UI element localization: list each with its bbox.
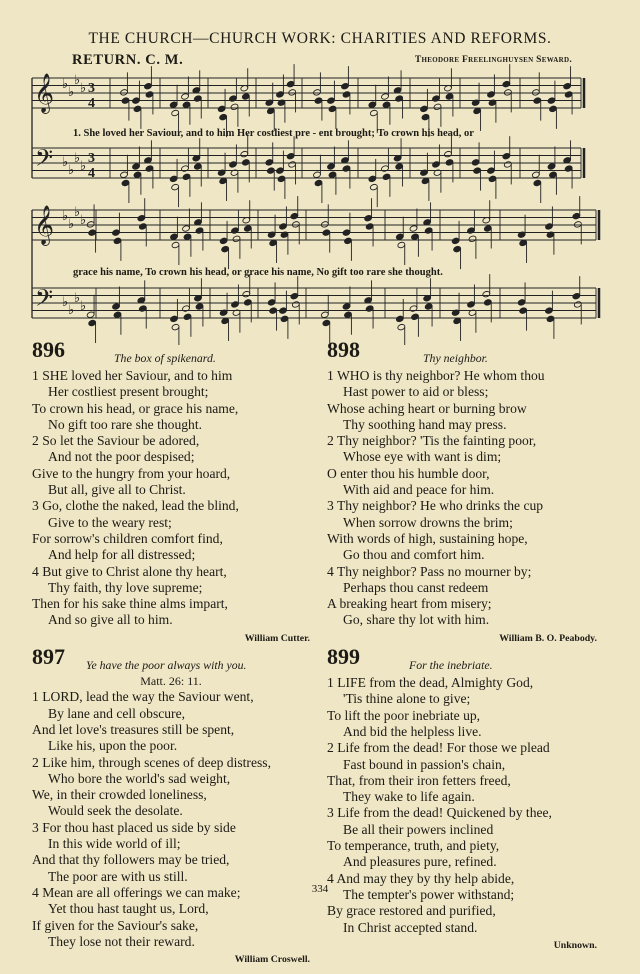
verse-line: To lift the poor inebriate up, — [327, 707, 481, 723]
flat-sign: ♭ — [68, 85, 75, 100]
flat-sign: ♭ — [80, 299, 87, 314]
treble-clef: 𝄞 — [34, 73, 55, 113]
music-staves — [32, 78, 599, 318]
verse-line: 4 Thy neighbor? Pass no mourner by; — [327, 563, 532, 579]
verse-line: 2 Life from the dead! For those we plead — [327, 740, 550, 756]
hymn-text — [32, 368, 310, 629]
flat-sign: ♭ — [68, 217, 75, 232]
verse-line: Would seek the desolate. — [48, 803, 183, 819]
time-signature: 3 — [88, 151, 95, 166]
music-lyrics-line-1: 1. She loved her Saviour, and to him Her costliest pre - ent brought; To crown his head, or — [73, 128, 474, 139]
verse-line: But all, give all to Christ. — [48, 482, 186, 498]
verse-line: To crown his head, or grace his name, — [32, 400, 239, 416]
verse-line: That, from their iron fetters freed, — [327, 772, 511, 788]
verse-line: No gift too rare she thought. — [48, 416, 203, 432]
verse-line: 1 LORD, lead the way the Saviour went, — [32, 689, 254, 705]
verse-line: Whose aching heart or burning brow — [327, 400, 527, 416]
hymn-number: 896 — [32, 337, 65, 362]
time-signature: 4 — [88, 166, 95, 181]
verse-line: Go thou and comfort him. — [343, 547, 485, 563]
verse-line: Give to the hungry from your hoard, — [32, 465, 231, 481]
verse-line: In Christ accepted stand. — [343, 919, 478, 935]
verse-line: And not the poor despised; — [48, 449, 195, 465]
verse-line: By grace restored and purified, — [327, 903, 496, 919]
verse-line: Hast power to aid or bless; — [343, 384, 489, 400]
verse-line: A breaking heart from misery; — [327, 596, 492, 612]
verse-line: 3 Thy neighbor? He who drinks the cup — [327, 498, 544, 514]
hymn-899 — [327, 644, 597, 954]
verse-line: 1 SHE loved her Saviour, and to him — [32, 368, 233, 383]
verse-line: 4 Mean are all offerings we can make; — [32, 884, 241, 900]
verse-line: 'Tis thine alone to give; — [343, 691, 471, 707]
verse-line: When sorrow drowns the brim; — [343, 514, 513, 530]
hymn-header — [327, 337, 597, 368]
flat-sign: ♭ — [62, 295, 69, 310]
verse-line: We, in their crowded loneliness, — [32, 787, 207, 803]
verse-line: 2 So let the Saviour be adored, — [32, 433, 200, 449]
flat-sign: ♭ — [68, 303, 75, 318]
verse-line: 1 WHO is thy neighbor? He whom thou — [327, 368, 545, 383]
hymn-number: 897 — [32, 644, 65, 670]
hymn-title: The box of spikenard. — [114, 351, 216, 365]
verse-line: Thy faith, thy love supreme; — [48, 579, 203, 595]
hymn-text — [327, 675, 597, 936]
treble-clef: 𝄞 — [34, 205, 55, 245]
verse-line: 3 For thou hast placed us side by side — [32, 819, 236, 835]
verse-line: For sorrow's children comfort find, — [32, 530, 223, 546]
hymn-header — [32, 337, 310, 368]
verse-line: Go, share thy lot with him. — [343, 612, 490, 628]
verse-line: Yet thou hast taught us, Lord, — [48, 901, 209, 917]
verse-line: Whose eye with want is dim; — [343, 449, 502, 465]
hymn-897 — [32, 644, 310, 968]
verse-line: The poor are with us still. — [48, 868, 188, 884]
verse-line: With words of high, sustaining hope, — [327, 530, 528, 546]
flat-sign: ♭ — [74, 151, 81, 166]
flat-sign: ♭ — [62, 77, 69, 92]
right-column — [327, 337, 597, 960]
verse-line: They lose not their reward. — [48, 933, 195, 949]
verse-line: And so give all to him. — [48, 612, 173, 628]
bass-clef: 𝄢 — [35, 144, 54, 177]
time-signature: 4 — [88, 96, 95, 111]
verse-line: In this wide world of ill; — [48, 836, 181, 852]
verse-line: Thy soothing hand may press. — [343, 416, 507, 432]
verse-line: O enter thou his humble door, — [327, 465, 490, 481]
verse-line: 1 LIFE from the dead, Almighty God, — [327, 675, 534, 691]
flat-sign: ♭ — [62, 155, 69, 170]
flat-sign: ♭ — [74, 205, 81, 220]
verse-line: Fast bound in passion's chain, — [343, 756, 506, 772]
hymn-author: William B. O. Peabody. — [499, 632, 597, 644]
hymn-896 — [32, 337, 310, 647]
hymn-author: William Cutter. — [244, 632, 310, 644]
page-header: THE CHURCH—CHURCH WORK: CHARITIES AND REFORMS. — [88, 30, 552, 47]
flat-sign: ♭ — [80, 81, 87, 96]
hymn-author: Unknown. — [553, 939, 597, 951]
verse-line: And pleasures pure, refined. — [343, 854, 497, 870]
flat-sign: ♭ — [62, 209, 69, 224]
verse-line: The tempter's power withstand; — [343, 886, 515, 902]
verse-line: Be all their powers inclined — [343, 821, 494, 837]
hymn-author: William Croswell. — [234, 954, 310, 966]
verse-line: If given for the Saviour's sake, — [32, 917, 199, 933]
flat-sign: ♭ — [74, 73, 81, 88]
verse-line: To temperance, truth, and piety, — [327, 838, 500, 854]
hymn-text — [327, 368, 597, 629]
verse-line: Give to the weary rest; — [48, 514, 172, 530]
time-signature: 3 — [88, 81, 95, 96]
flat-sign: ♭ — [80, 159, 87, 174]
verse-line: With aid and peace for him. — [343, 482, 495, 498]
verse-line: Her costliest present brought; — [48, 384, 209, 400]
tune-name: RETURN. C. M. — [72, 52, 184, 68]
flat-sign: ♭ — [80, 213, 87, 228]
hymn-title: For the inebriate. — [409, 658, 493, 673]
hymn-number: 898 — [327, 337, 360, 362]
verse-line: 2 Thy neighbor? 'Tis the fainting poor, — [327, 433, 537, 449]
verse-line: 3 Life from the dead! Quickened by thee, — [327, 805, 552, 821]
verse-line: Like his, upon the poor. — [48, 738, 178, 754]
scripture-reference: Matt. 26: 11. — [140, 674, 202, 689]
verse-line: And bid the helpless live. — [343, 723, 482, 739]
verse-line: 4 And may they by thy help abide, — [327, 870, 515, 886]
verse-line: Who bore the world's sad weight, — [48, 770, 231, 786]
music-lyrics-line-2: grace his name, To crown his head, or grace his name, No gift too rare she thought. — [73, 267, 443, 278]
verse-line: And help for all distressed; — [48, 547, 196, 563]
page-number: 334 — [311, 883, 329, 895]
hymn-898 — [327, 337, 597, 647]
verse-line: Then for his sake thine alms impart, — [32, 596, 228, 612]
hymn-header — [32, 644, 310, 675]
hymn-title: Ye have the poor always with you. — [86, 658, 247, 673]
bass-clef: 𝄢 — [35, 284, 54, 317]
flat-sign: ♭ — [68, 163, 75, 178]
verse-line: 2 Like him, through scenes of deep distress, — [32, 754, 271, 770]
music-score — [0, 0, 640, 345]
left-column — [32, 337, 310, 974]
hymn-number: 899 — [327, 644, 360, 670]
verse-line: Perhaps thou canst redeem — [343, 579, 489, 595]
hymn-title: Thy neighbor. — [423, 351, 488, 365]
verse-line: And let love's treasures still be spent, — [32, 721, 235, 737]
verse-line: 3 Go, clothe the naked, lead the blind, — [32, 498, 239, 514]
composer-credit: Theodore Freelinghuysen Seward. — [414, 55, 572, 65]
hymn-header — [327, 644, 597, 675]
hymn-text — [32, 689, 310, 950]
verse-line: They wake to life again. — [343, 789, 475, 805]
verse-line: 4 But give to Christ alone thy heart, — [32, 563, 227, 579]
flat-sign: ♭ — [74, 291, 81, 306]
verse-line: And that thy followers may be tried, — [32, 852, 230, 868]
verse-line: By lane and cell obscure, — [48, 705, 186, 721]
